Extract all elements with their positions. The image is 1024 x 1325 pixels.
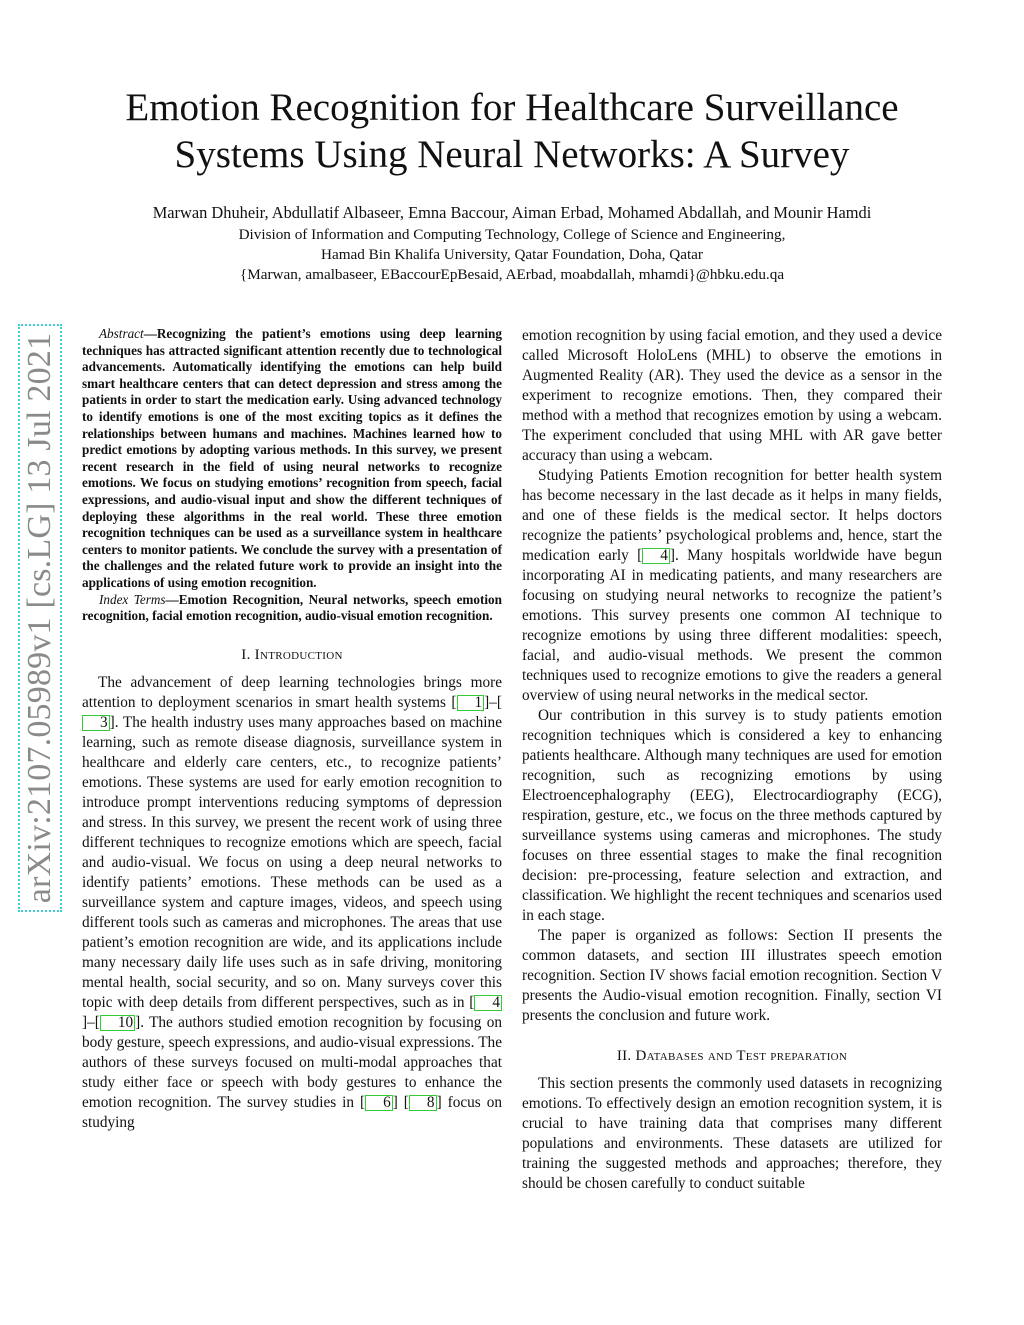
title-line-2: Systems Using Neural Networks: A Survey xyxy=(174,133,850,176)
abstract-label: Abstract xyxy=(99,326,144,341)
contribution-paragraph: Our contribution in this survey is to study patients emotion recognition techniques which is considered a key to enhancing patients healthcare. Although many techniques are used for emotion recognition, such as recognizing emotions by using Electroencephalography (EEG), Electrocardiography (ECG), respiration, gesture, etc., we focus on the three methods captured by surveillance systems using cameras and microphones. The study focuses on three essential stages to make the final recognition decision: pre-processing, feature selection and extraction, and classification. We highlight the recent techniques and scenarios used in each stage. xyxy=(522,707,942,924)
citation-link[interactable]: 8 xyxy=(409,1095,437,1111)
affiliation-line-1: Division of Information and Computing Technology, College of Science and Engineering, xyxy=(238,226,786,243)
author-emails: {Marwan, amalbaseer, EBaccourEpBesaid, AErbad, moabdallah, mhamdi}@hbku.edu.qa xyxy=(239,266,785,283)
continued-paragraph: emotion recognition by using facial emotion, and they used a device called Microsoft HoloLens (MHL) to observe the emotions in Augmented Reality (AR). They used the device as a sensor in the experiment to recognize emotions. Then, they compared their method with a method that recognizes emotion by using a webcam. The experiment concluded that using MHL with AR gave better accuracy than using a webcam. xyxy=(522,327,942,464)
arxiv-id-text: arXiv:2107.05989v1 [cs.LG] 13 Jul 2021 xyxy=(21,332,58,904)
section-heading-introduction: I. Introduction xyxy=(241,646,343,663)
intro-text-c: . The authors studied emotion recognition by focusing on body gesture, speech expressions, and audio-visual expressions. The authors of these surveys focused on multi-modal approaches that study either face or speech with body gestures to enhance the emotion recognition. The survey studies in xyxy=(82,1013,502,1111)
paper-title xyxy=(60,84,964,178)
title-line-1: Emotion Recognition for Healthcare Surveillance xyxy=(125,86,899,129)
affiliation-line-2: Hamad Bin Khalifa University, Qatar Foundation, Doha, Qatar xyxy=(321,246,703,263)
abstract-text: —Recognizing the patient’s emotions using deep learning techniques has attracted significant attention recently due to technological advancements. Automatically identifying the emotions can help build smart healthcare centers that can detect depression and stress among the patients in order to start the medication early. Using advanced technology to identify emotions is one of the most exciting topics as it defines the relationships between humans and machines. Machines learned how to predict emotions by adopting various methods. In this survey, we present recent research in the field of using neural networks to recognize emotions. We focus on studying emotions’ recognition from speech, facial expressions, and audio-visual input and show the different techniques of deploying these algorithms in the real world. These three emotion recognition techniques can be used as a surveillance system in healthcare centers to monitor patients. We conclude the survey with a presentation of the challenges and the related future work to provide an insight into the applications of using emotion recognition. xyxy=(82,326,502,590)
citation-link[interactable]: 6 xyxy=(365,1095,393,1111)
databases-paragraph: This section presents the commonly used datasets in recognizing emotions. To effectively design an emotion recognition system, it is crucial to have training data that comprises many different populations and environments. These datasets are utilized for training the suggested methods and approaches; therefore, they should be chosen carefully to conduct suitable xyxy=(522,1075,942,1192)
intro-text-d: focus on studying xyxy=(82,1093,502,1131)
body-text-b: . Many hospitals worldwide have begun incorporating AI in medicating patients, and many researchers are focusing on studying neural networks to recognize the patient’s emotions. This survey presents one common AI technique to recognize emotions by using three different modalities: speech, facial, and audio-visual methods. We present the common techniques used to recognize emotions to give the readers a general overview of using neural networks in the medical sector. xyxy=(522,547,942,704)
author-list: Marwan Dhuheir, Abdullatif Albaseer, Emna Baccour, Aiman Erbad, Mohamed Abdallah, and Mounir Hamdi xyxy=(152,203,872,222)
index-terms-label: Index Terms xyxy=(99,591,166,607)
organization-paragraph: The paper is organized as follows: Section II presents the common datasets, and section III illustrates speech emotion recognition. Section IV shows facial emotion recognition. Section V presents the Audio-visual emotion recognition. Finally, section VI presents the conclusion and future work. xyxy=(522,927,942,1024)
intro-text-a: The advancement of deep learning technologies brings more attention to deployment scenarios in smart health systems xyxy=(82,673,502,711)
left-column xyxy=(82,326,502,1133)
index-terms-text: —Emotion Recognition, Neural networks, speech emotion recognition, facial emotion recognition, audio-visual emotion recognition. xyxy=(82,591,502,624)
abstract-paragraph xyxy=(82,326,502,592)
affiliation-block xyxy=(60,225,964,285)
citation-link[interactable]: 4 xyxy=(642,548,670,564)
arxiv-identifier-stamp[interactable] xyxy=(18,324,62,912)
citation-link[interactable]: 10 xyxy=(100,1015,135,1031)
body-paragraph: Studying Patients Emotion recognition for better health system has become necessary in the last decade as it helps in many fields, and one of these fields is the medical sector. It helps doctors recognize the patients’ psychological problems and, hence, start the medication early [ 4 ]. Many hospitals worldwide have begun incorporating AI in medicating patients, and many researchers are focusing on studying neural networks to recognize the patient’s emotions. This survey presents one common AI technique to recognize emotions by using three different modalities: speech, facial, and audio-visual methods. We present the common techniques used to recognize emotions to give the readers a general overview of using neural networks in the medical sector. xyxy=(522,467,942,704)
abstract-block xyxy=(82,326,502,625)
section-heading-databases: II. Databases and Test preparation xyxy=(616,1048,848,1064)
citation-link[interactable]: 1 xyxy=(457,695,485,711)
intro-text-b: . The health industry uses many approaches based on machine learning, such as remote disease diagnosis, surveillance system in healthcare and elderly care centers, etc., to recognize patients’ emotions. These systems are used for early emotion recognition to introduce prompt interventions reducing symptoms of depression and stress. In this survey, we present the recent work of using three different techniques to recognize emotions which are speech, facial and audio-visual. We focus on using a deep neural networks to identify patients’ emotions. These methods can be used as a surveillance system and capture images, videos, and speech using different tools such as cameras and microphones. The areas that use patient’s emotion recognition are wide, and its applications include many necessary daily life uses such as in safe driving, monitoring mental health, social security, and so on. Many surveys cover this topic with deep details from different perspectives, such as in xyxy=(82,713,502,1011)
citation-link[interactable]: 4 xyxy=(474,995,502,1011)
intro-paragraph: The advancement of deep learning technologies brings more attention to deployment scenarios in smart health systems [ 1 ]–[3 ]. The health industry uses many approaches based on machine learning, such as remote disease diagnosis, surveillance system in healthcare and elderly care centers, etc., to recognize patients’ emotions. These systems are used for early emotion recognition to introduce prompt interventions reducing symptoms of depression and stress. In this survey, we present the recent work of using three different techniques to recognize emotions which are speech, facial and audio-visual. We focus on using a deep neural networks to identify patients’ emotions. These methods can be used as a surveillance system and capture images, videos, and speech using different tools such as cameras and microphones. The areas that use patient’s emotion recognition are wide, and its applications include many necessary daily life uses such as in safe driving, monitoring mental health, social security, and so on. Many surveys cover this topic with deep details from different perspectives, such as in [ 4]–[ 10 ]. The authors studied emotion recognition by focusing on body gesture, speech expressions, and audio-visual expressions. The authors of these surveys focused on multi-modal approaches that study either face or speech with body gestures to enhance the emotion recognition. The survey studies in [ 6 ] [ 8 ] focus on studying xyxy=(82,673,502,1131)
index-terms-paragraph xyxy=(82,592,502,625)
citation-link[interactable]: 3 xyxy=(82,715,110,731)
body-text-a: Studying Patients Emotion recognition for better health system has become necessary in the last decade as it helps in many fields, and one of these fields is the medical sector. It helps doctors recognize the patients’ psychological problems and, hence, start the medication early xyxy=(522,467,942,564)
right-column xyxy=(522,326,942,1194)
